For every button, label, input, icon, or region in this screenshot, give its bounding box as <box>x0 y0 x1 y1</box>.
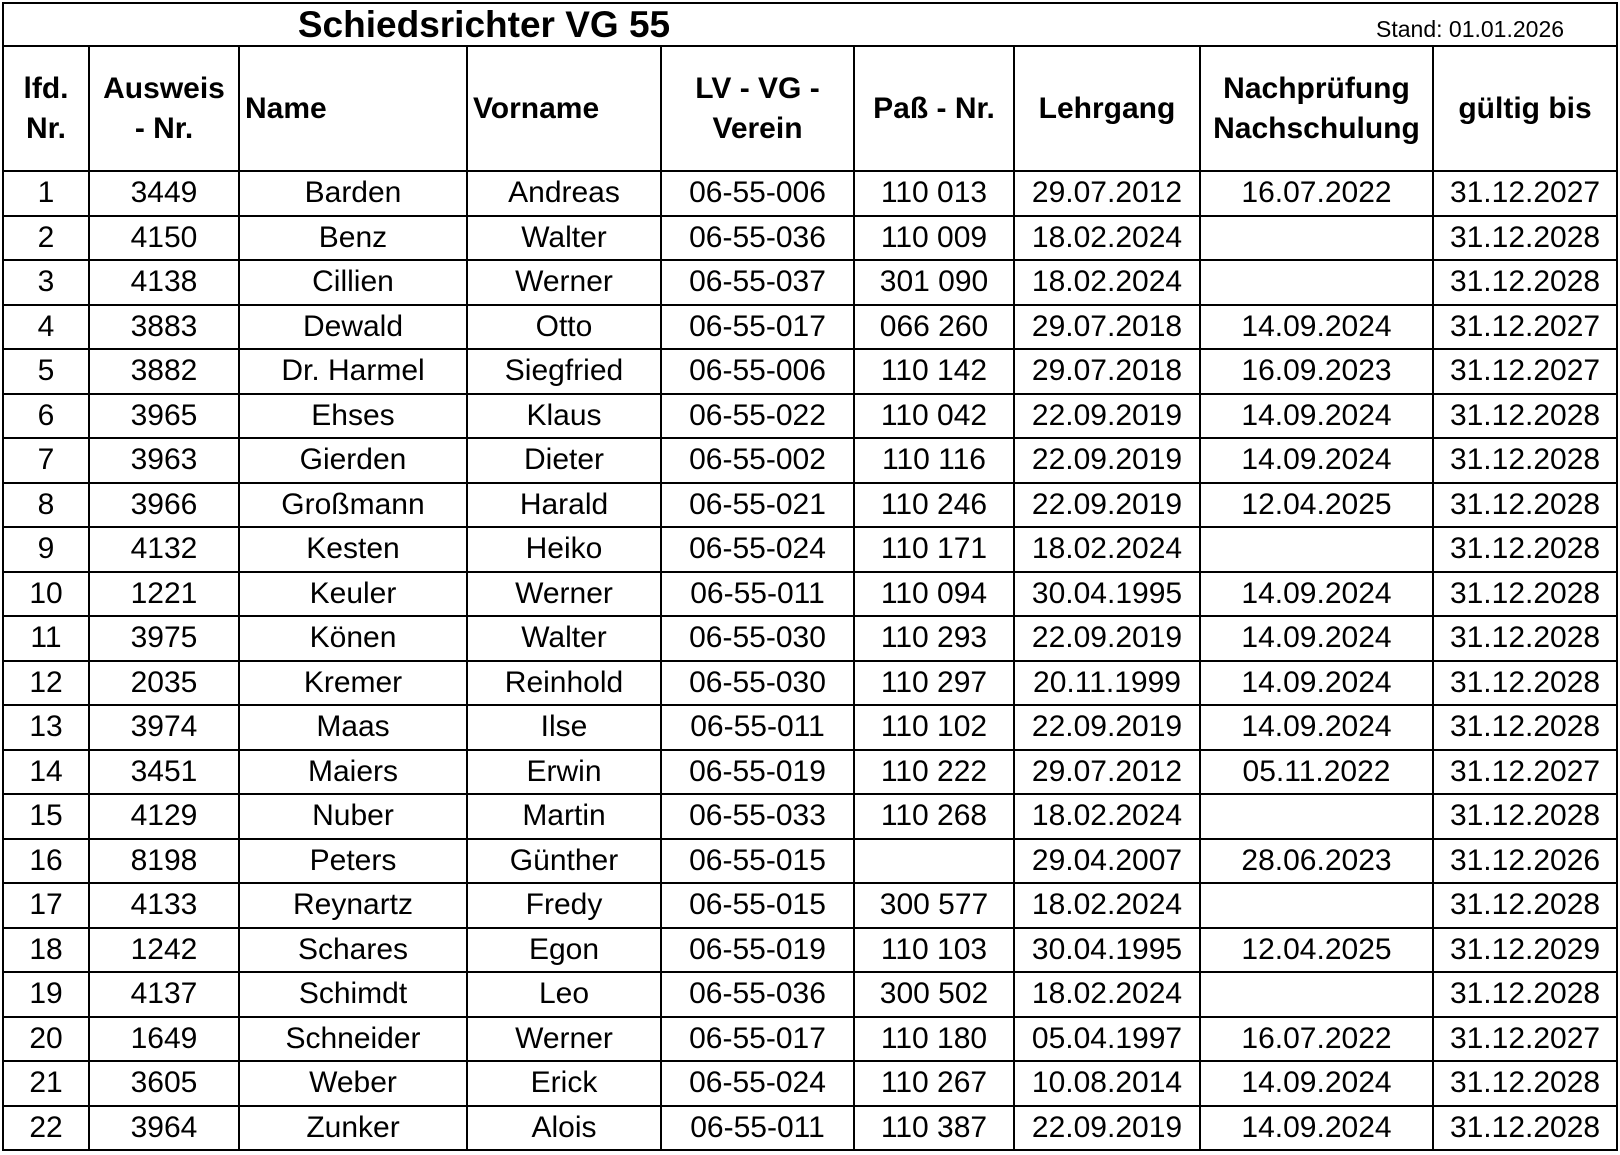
cell-pass: 110 171 <box>854 527 1014 572</box>
table-row <box>3 171 1617 216</box>
cell-name: Ehses <box>239 394 467 439</box>
cell-nr: 4 <box>3 305 89 350</box>
col-header-gueltig: gültig bis <box>1433 46 1617 171</box>
cell-gueltig: 31.12.2028 <box>1433 794 1617 839</box>
cell-pass: 110 013 <box>854 171 1014 216</box>
table-row <box>3 750 1617 795</box>
cell-nach <box>1200 794 1433 839</box>
cell-ausweis: 3963 <box>89 438 239 483</box>
cell-gueltig: 31.12.2028 <box>1433 527 1617 572</box>
cell-vorname: Fredy <box>467 883 661 928</box>
cell-lehrgang: 29.07.2018 <box>1014 305 1200 350</box>
cell-verein: 06-55-019 <box>661 928 854 973</box>
cell-vorname: Siegfried <box>467 349 661 394</box>
col-header-verein-line2: Verein <box>712 111 803 145</box>
cell-lehrgang: 18.02.2024 <box>1014 260 1200 305</box>
cell-pass: 300 502 <box>854 972 1014 1017</box>
cell-ausweis: 3451 <box>89 750 239 795</box>
cell-gueltig: 31.12.2028 <box>1433 661 1617 706</box>
table-row <box>3 438 1617 483</box>
cell-ausweis: 8198 <box>89 839 239 884</box>
cell-verein: 06-55-030 <box>661 616 854 661</box>
cell-verein: 06-55-036 <box>661 972 854 1017</box>
cell-ausweis: 4132 <box>89 527 239 572</box>
cell-lehrgang: 10.08.2014 <box>1014 1061 1200 1106</box>
cell-vorname: Werner <box>467 1017 661 1062</box>
cell-pass <box>854 839 1014 884</box>
table-row <box>3 260 1617 305</box>
cell-lehrgang: 29.07.2012 <box>1014 750 1200 795</box>
cell-lehrgang: 18.02.2024 <box>1014 972 1200 1017</box>
cell-nr: 15 <box>3 794 89 839</box>
cell-gueltig: 31.12.2028 <box>1433 438 1617 483</box>
cell-pass: 110 042 <box>854 394 1014 439</box>
cell-name: Dewald <box>239 305 467 350</box>
cell-lehrgang: 30.04.1995 <box>1014 572 1200 617</box>
cell-name: Maas <box>239 705 467 750</box>
cell-pass: 110 116 <box>854 438 1014 483</box>
cell-ausweis: 3975 <box>89 616 239 661</box>
cell-verein: 06-55-011 <box>661 1106 854 1151</box>
cell-nach: 12.04.2025 <box>1200 928 1433 973</box>
cell-gueltig: 31.12.2028 <box>1433 883 1617 928</box>
cell-nr: 3 <box>3 260 89 305</box>
cell-name: Schimdt <box>239 972 467 1017</box>
col-header-nr <box>3 46 89 171</box>
cell-nr: 21 <box>3 1061 89 1106</box>
cell-vorname: Werner <box>467 572 661 617</box>
cell-nach: 16.07.2022 <box>1200 1017 1433 1062</box>
table-row <box>3 794 1617 839</box>
cell-ausweis: 1221 <box>89 572 239 617</box>
cell-nach <box>1200 216 1433 261</box>
cell-ausweis: 2035 <box>89 661 239 706</box>
cell-pass: 110 268 <box>854 794 1014 839</box>
cell-pass: 110 142 <box>854 349 1014 394</box>
cell-nr: 8 <box>3 483 89 528</box>
cell-verein: 06-55-033 <box>661 794 854 839</box>
cell-pass: 110 180 <box>854 1017 1014 1062</box>
table-row <box>3 616 1617 661</box>
cell-ausweis: 3605 <box>89 1061 239 1106</box>
col-header-pass: Paß - Nr. <box>854 46 1014 171</box>
cell-vorname: Günther <box>467 839 661 884</box>
table-row <box>3 394 1617 439</box>
table-row <box>3 661 1617 706</box>
stand-date: Stand: 01.01.2026 <box>1376 16 1565 42</box>
cell-gueltig: 31.12.2027 <box>1433 305 1617 350</box>
cell-ausweis: 3974 <box>89 705 239 750</box>
col-header-lehrgang: Lehrgang <box>1014 46 1200 171</box>
cell-name: Barden <box>239 171 467 216</box>
cell-ausweis: 1649 <box>89 1017 239 1062</box>
cell-vorname: Walter <box>467 616 661 661</box>
cell-gueltig: 31.12.2026 <box>1433 839 1617 884</box>
cell-gueltig: 31.12.2027 <box>1433 349 1617 394</box>
cell-gueltig: 31.12.2028 <box>1433 260 1617 305</box>
cell-ausweis: 4138 <box>89 260 239 305</box>
cell-verein: 06-55-017 <box>661 305 854 350</box>
cell-name: Cillien <box>239 260 467 305</box>
cell-gueltig: 31.12.2027 <box>1433 750 1617 795</box>
cell-pass: 110 094 <box>854 572 1014 617</box>
cell-nach: 12.04.2025 <box>1200 483 1433 528</box>
cell-vorname: Klaus <box>467 394 661 439</box>
cell-lehrgang: 18.02.2024 <box>1014 527 1200 572</box>
cell-lehrgang: 30.04.1995 <box>1014 928 1200 973</box>
cell-nach <box>1200 260 1433 305</box>
cell-verein: 06-55-015 <box>661 883 854 928</box>
cell-nach: 14.09.2024 <box>1200 616 1433 661</box>
cell-lehrgang: 18.02.2024 <box>1014 216 1200 261</box>
cell-verein: 06-55-036 <box>661 216 854 261</box>
cell-vorname: Heiko <box>467 527 661 572</box>
cell-lehrgang: 22.09.2019 <box>1014 705 1200 750</box>
col-header-nach-line2: Nachschulung <box>1213 111 1420 145</box>
table-row <box>3 839 1617 884</box>
cell-name: Nuber <box>239 794 467 839</box>
cell-gueltig: 31.12.2028 <box>1433 972 1617 1017</box>
cell-nach: 14.09.2024 <box>1200 1061 1433 1106</box>
cell-lehrgang: 22.09.2019 <box>1014 616 1200 661</box>
cell-name: Weber <box>239 1061 467 1106</box>
table-row <box>3 972 1617 1017</box>
cell-ausweis: 4150 <box>89 216 239 261</box>
cell-vorname: Alois <box>467 1106 661 1151</box>
cell-name: Könen <box>239 616 467 661</box>
cell-nach: 14.09.2024 <box>1200 661 1433 706</box>
table-row <box>3 1017 1617 1062</box>
cell-nach: 14.09.2024 <box>1200 1106 1433 1151</box>
cell-nr: 11 <box>3 616 89 661</box>
col-header-nach-line1: Nachprüfung <box>1223 71 1410 105</box>
cell-pass: 066 260 <box>854 305 1014 350</box>
table-row <box>3 705 1617 750</box>
page-title: Schiedsrichter VG 55 <box>297 4 671 45</box>
cell-verein: 06-55-021 <box>661 483 854 528</box>
cell-nr: 12 <box>3 661 89 706</box>
cell-pass: 110 267 <box>854 1061 1014 1106</box>
cell-ausweis: 4133 <box>89 883 239 928</box>
cell-verein: 06-55-024 <box>661 527 854 572</box>
cell-name: Schares <box>239 928 467 973</box>
cell-verein: 06-55-011 <box>661 572 854 617</box>
cell-verein: 06-55-022 <box>661 394 854 439</box>
cell-vorname: Harald <box>467 483 661 528</box>
cell-name: Benz <box>239 216 467 261</box>
table-row <box>3 928 1617 973</box>
cell-ausweis: 3965 <box>89 394 239 439</box>
cell-verein: 06-55-002 <box>661 438 854 483</box>
col-header-verein <box>661 46 854 171</box>
cell-lehrgang: 22.09.2019 <box>1014 438 1200 483</box>
cell-nr: 14 <box>3 750 89 795</box>
cell-gueltig: 31.12.2027 <box>1433 171 1617 216</box>
referee-table <box>2 2 1618 1151</box>
col-header-ausweis-line2: - Nr. <box>134 111 194 145</box>
cell-lehrgang: 22.09.2019 <box>1014 394 1200 439</box>
cell-pass: 110 293 <box>854 616 1014 661</box>
cell-lehrgang: 05.04.1997 <box>1014 1017 1200 1062</box>
cell-name: Großmann <box>239 483 467 528</box>
cell-nach: 14.09.2024 <box>1200 305 1433 350</box>
referee-list-sheet <box>2 2 1616 1151</box>
cell-gueltig: 31.12.2028 <box>1433 705 1617 750</box>
cell-gueltig: 31.12.2028 <box>1433 216 1617 261</box>
cell-verein: 06-55-006 <box>661 171 854 216</box>
table-row <box>3 572 1617 617</box>
cell-gueltig: 31.12.2028 <box>1433 1106 1617 1151</box>
cell-gueltig: 31.12.2029 <box>1433 928 1617 973</box>
cell-nr: 17 <box>3 883 89 928</box>
cell-lehrgang: 18.02.2024 <box>1014 794 1200 839</box>
table-row <box>3 483 1617 528</box>
cell-nach: 14.09.2024 <box>1200 572 1433 617</box>
cell-verein: 06-55-017 <box>661 1017 854 1062</box>
cell-nr: 18 <box>3 928 89 973</box>
cell-ausweis: 4129 <box>89 794 239 839</box>
cell-nach <box>1200 972 1433 1017</box>
cell-vorname: Dieter <box>467 438 661 483</box>
cell-pass: 110 297 <box>854 661 1014 706</box>
cell-lehrgang: 18.02.2024 <box>1014 883 1200 928</box>
cell-gueltig: 31.12.2028 <box>1433 1061 1617 1106</box>
cell-nr: 1 <box>3 171 89 216</box>
cell-pass: 110 009 <box>854 216 1014 261</box>
cell-vorname: Martin <box>467 794 661 839</box>
cell-nr: 5 <box>3 349 89 394</box>
cell-nr: 20 <box>3 1017 89 1062</box>
col-header-ausweis-line1: Ausweis <box>103 71 225 105</box>
cell-ausweis: 3964 <box>89 1106 239 1151</box>
cell-verein: 06-55-024 <box>661 1061 854 1106</box>
col-header-verein-line1: LV - VG - <box>695 71 820 105</box>
cell-verein: 06-55-019 <box>661 750 854 795</box>
cell-ausweis: 1242 <box>89 928 239 973</box>
cell-lehrgang: 22.09.2019 <box>1014 483 1200 528</box>
cell-pass: 300 577 <box>854 883 1014 928</box>
cell-nach: 05.11.2022 <box>1200 750 1433 795</box>
cell-name: Schneider <box>239 1017 467 1062</box>
cell-nr: 22 <box>3 1106 89 1151</box>
cell-vorname: Otto <box>467 305 661 350</box>
col-header-nachpruefung <box>1200 46 1433 171</box>
cell-vorname: Reinhold <box>467 661 661 706</box>
cell-pass: 110 246 <box>854 483 1014 528</box>
cell-ausweis: 3882 <box>89 349 239 394</box>
table-row <box>3 527 1617 572</box>
cell-vorname: Andreas <box>467 171 661 216</box>
cell-name: Zunker <box>239 1106 467 1151</box>
cell-name: Peters <box>239 839 467 884</box>
table-row <box>3 883 1617 928</box>
cell-name: Maiers <box>239 750 467 795</box>
cell-verein: 06-55-015 <box>661 839 854 884</box>
cell-name: Kremer <box>239 661 467 706</box>
cell-name: Keuler <box>239 572 467 617</box>
cell-lehrgang: 29.07.2018 <box>1014 349 1200 394</box>
cell-vorname: Werner <box>467 260 661 305</box>
cell-verein: 06-55-006 <box>661 349 854 394</box>
cell-lehrgang: 29.07.2012 <box>1014 171 1200 216</box>
cell-name: Reynartz <box>239 883 467 928</box>
cell-gueltig: 31.12.2028 <box>1433 483 1617 528</box>
cell-vorname: Egon <box>467 928 661 973</box>
cell-nach: 14.09.2024 <box>1200 394 1433 439</box>
cell-ausweis: 4137 <box>89 972 239 1017</box>
cell-nach <box>1200 883 1433 928</box>
cell-vorname: Walter <box>467 216 661 261</box>
cell-nach: 14.09.2024 <box>1200 438 1433 483</box>
cell-gueltig: 31.12.2028 <box>1433 616 1617 661</box>
col-header-nr-line1: lfd. <box>23 71 69 105</box>
title-cell <box>3 3 1617 46</box>
title-row <box>3 3 1617 46</box>
cell-lehrgang: 20.11.1999 <box>1014 661 1200 706</box>
cell-nach: 16.09.2023 <box>1200 349 1433 394</box>
cell-nr: 7 <box>3 438 89 483</box>
cell-pass: 110 222 <box>854 750 1014 795</box>
cell-pass: 110 387 <box>854 1106 1014 1151</box>
cell-ausweis: 3449 <box>89 171 239 216</box>
cell-nach: 28.06.2023 <box>1200 839 1433 884</box>
table-row <box>3 349 1617 394</box>
cell-nach <box>1200 527 1433 572</box>
cell-lehrgang: 22.09.2019 <box>1014 1106 1200 1151</box>
table-row <box>3 1106 1617 1151</box>
table-body <box>3 171 1617 1150</box>
cell-name: Dr. Harmel <box>239 349 467 394</box>
cell-gueltig: 31.12.2028 <box>1433 394 1617 439</box>
cell-pass: 301 090 <box>854 260 1014 305</box>
cell-ausweis: 3966 <box>89 483 239 528</box>
cell-nr: 13 <box>3 705 89 750</box>
cell-nr: 16 <box>3 839 89 884</box>
cell-nr: 19 <box>3 972 89 1017</box>
col-header-vorname: Vorname <box>467 46 661 171</box>
cell-lehrgang: 29.04.2007 <box>1014 839 1200 884</box>
cell-vorname: Leo <box>467 972 661 1017</box>
cell-vorname: Erick <box>467 1061 661 1106</box>
cell-nach: 14.09.2024 <box>1200 705 1433 750</box>
cell-ausweis: 3883 <box>89 305 239 350</box>
cell-nr: 9 <box>3 527 89 572</box>
cell-nach: 16.07.2022 <box>1200 171 1433 216</box>
col-header-nr-line2: Nr. <box>25 111 67 145</box>
header-row <box>3 46 1617 171</box>
cell-nr: 2 <box>3 216 89 261</box>
table-row <box>3 305 1617 350</box>
cell-pass: 110 102 <box>854 705 1014 750</box>
cell-name: Kesten <box>239 527 467 572</box>
cell-vorname: Erwin <box>467 750 661 795</box>
cell-gueltig: 31.12.2027 <box>1433 1017 1617 1062</box>
table-row <box>3 1061 1617 1106</box>
cell-nr: 6 <box>3 394 89 439</box>
cell-nr: 10 <box>3 572 89 617</box>
table-row <box>3 216 1617 261</box>
cell-pass: 110 103 <box>854 928 1014 973</box>
cell-gueltig: 31.12.2028 <box>1433 572 1617 617</box>
cell-verein: 06-55-037 <box>661 260 854 305</box>
col-header-name: Name <box>239 46 467 171</box>
cell-verein: 06-55-011 <box>661 705 854 750</box>
cell-verein: 06-55-030 <box>661 661 854 706</box>
cell-name: Gierden <box>239 438 467 483</box>
col-header-ausweis <box>89 46 239 171</box>
cell-vorname: Ilse <box>467 705 661 750</box>
